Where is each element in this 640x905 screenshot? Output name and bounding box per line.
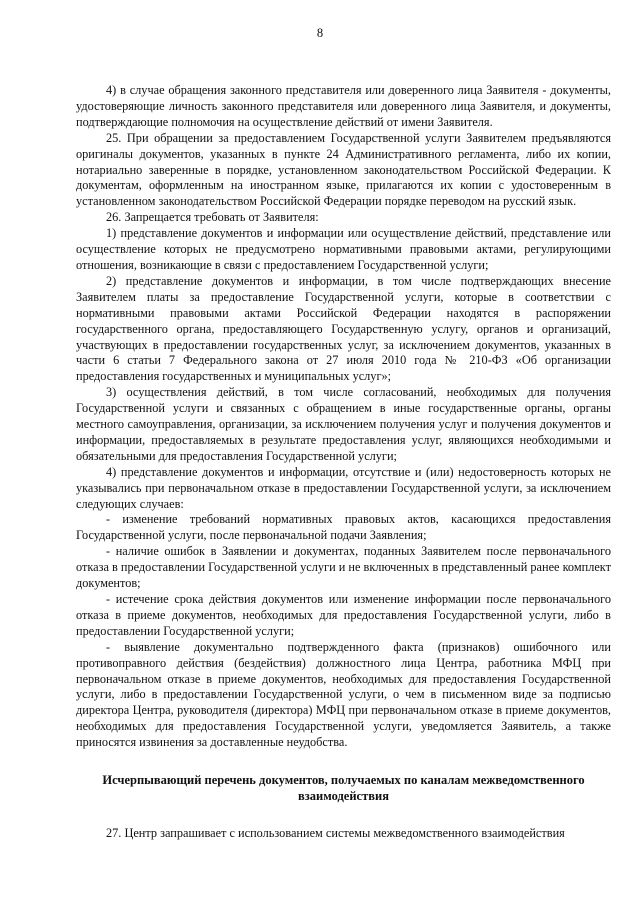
paragraph-clause-26-item-3: 3) осуществления действий, в том числе согласований, необходимых для получения Государственной услуги и связанных с обращением в иные государственные органы, органы местного самоуправления, организации, за исключением получения услуг и получения документов и информации, предоставляемых в результате предоставления услуг, являющихся необходимыми и обязательными для предоставления Государственной услуги; [76, 385, 611, 463]
paragraph-clause-26-item-1: 1) представление документов и информации или осуществление действий, представление или осуществление которых не предусмотрено нормативными правовыми актами, регулирующими отношения, возникающие в связи с предоставлением Государственной услуги; [76, 226, 611, 272]
paragraph-bullet-4: - выявление документально подтвержденного факта (признаков) ошибочного или противоправного действия (бездействия) должностного лица Центра, работника МФЦ при первоначальном отказе в приеме документов, необходимых для предоставления Государственной услуги, либо в предоставлении Государственной услуги, о чем в письменном виде за подписью директора Центра, руководителя (директора) МФЦ при первоначальном отказе в приеме документов, необходимых для предоставления Государственной услуги, уведомляется Заявитель, а также приносятся извинения за доставленные неудобства. [76, 639, 611, 750]
paragraph-clause-25: 25. При обращении за предоставлением Государственной услуги Заявителем предъявляются оригиналы документов, указанных в пункте 24 Административного регламента, либо их копии, нотариально заверенные в порядке, установленном законодательством Российской Федерации. К документам, оформленным на иностранном языке, прилагаются их копии с удостоверенным в установленном законодательством Российской Федерации порядке переводом на русский язык. [76, 130, 611, 209]
section-heading: Исчерпывающий перечень документов, получаемых по каналам межведомственного взаимодействия [102, 773, 585, 803]
paragraph-bullet-3: - истечение срока действия документов или изменение информации после первоначального отказа в приеме документов, необходимых для предоставления Государственной услуги, либо в предоставлении Государственной услуги; [76, 592, 611, 638]
page-number: 8 [316, 26, 324, 40]
paragraph-clause-26-item-2: 2) представление документов и информации, в том числе подтверждающих внесение Заявителем платы за предоставление Государственной услуги, которые в соответствии с нормативными правовыми актами Российской Федерации находятся в распоряжении государственного органа, предоставляющего Государственную услугу, органов и организаций, участвующих в предоставлении государственных услуг, за исключением документов, указанных в части 6 статьи 7 Федерального закона от 27 июля 2010 года № 210-ФЗ «Об организации предоставления государственных и муниципальных услуг»; [76, 273, 611, 384]
paragraph-bullet-1: - изменение требований нормативных правовых актов, касающихся предоставления Государственной услуги, после первоначальной подачи Заявления; [76, 512, 611, 543]
paragraph-clause-27: 27. Центр запрашивает с использованием системы межведомственного взаимодействия [106, 825, 565, 840]
paragraph-item-4: 4) в случае обращения законного представителя или доверенного лица Заявителя - документы, удостоверяющие личность законного представителя или доверенного лица Заявителя, и документы, подтверждающие полномочия на осуществление действий от имени Заявителя. [76, 83, 611, 129]
paragraph-clause-26-item-4: 4) представление документов и информации, отсутствие и (или) недостоверность которых не указывались при первоначальном отказе в предоставлении Государственной услуги, за исключением следующих случаев: [76, 464, 611, 511]
document-body [76, 83, 611, 842]
paragraph-clause-26: 26. Запрещается требовать от Заявителя: [106, 210, 319, 225]
paragraph-bullet-2: - наличие ошибок в Заявлении и документах, поданных Заявителем после первоначального отказа в предоставлении Государственной услуги и не включенных в представленный ранее комплект документов; [76, 544, 611, 591]
